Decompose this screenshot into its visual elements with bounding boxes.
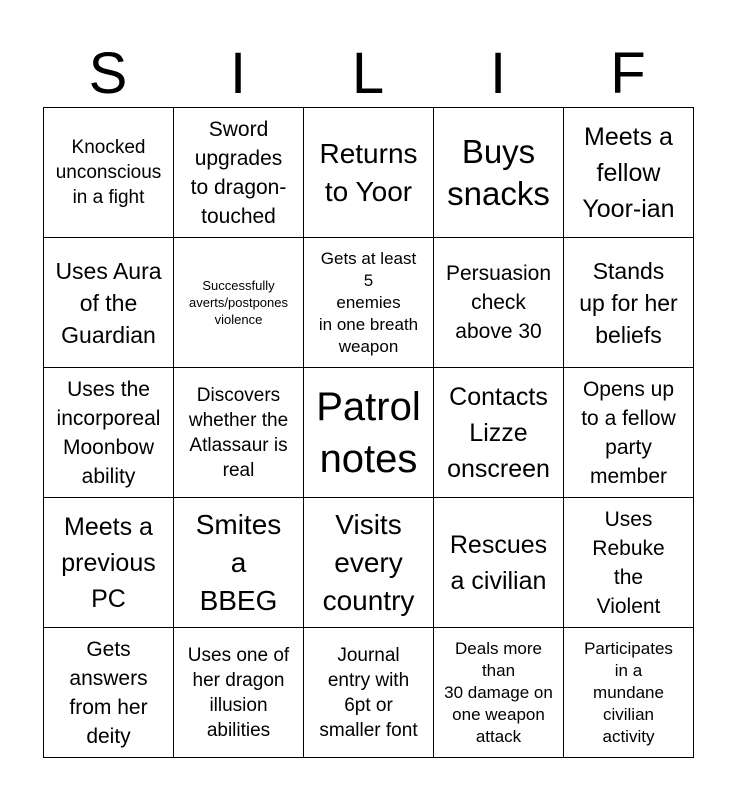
bingo-cell[interactable]	[174, 368, 304, 498]
cell-text: Discovers whether the Atlassaur is real	[188, 384, 289, 481]
cell-text: Uses Aura of the Guardian	[55, 257, 162, 348]
cell-text: Persuasion check above 30	[445, 262, 552, 343]
bingo-cell[interactable]	[564, 108, 694, 238]
bingo-cell[interactable]	[564, 628, 694, 758]
bingo-cell[interactable]	[304, 628, 434, 758]
header-letter-f: F	[610, 41, 646, 106]
bingo-cell[interactable]	[434, 368, 564, 498]
bingo-cell[interactable]	[434, 498, 564, 628]
cell-text: Meets a fellow Yoor-ian	[582, 122, 675, 223]
cell-text: Stands up for her beliefs	[579, 257, 678, 348]
cell-text: Smites a BBEG	[195, 508, 282, 616]
bingo-cell[interactable]	[564, 368, 694, 498]
cell-text: Visits every country	[322, 508, 415, 616]
cell-text: Buys snacks	[447, 132, 550, 212]
cell-text: Gets answers from her deity	[69, 637, 148, 748]
bingo-cell[interactable]	[174, 628, 304, 758]
cell-text: Participates in a mundane civilian activity	[584, 638, 673, 746]
bingo-cell free-space[interactable]	[304, 368, 434, 498]
bingo-cell[interactable]	[304, 238, 434, 368]
cell-text: Uses Rebuke the Violent	[592, 507, 665, 618]
bingo-cell[interactable]	[44, 238, 174, 368]
cell-text: Knocked unconscious in a fight	[55, 137, 162, 208]
bingo-cell[interactable]	[174, 108, 304, 238]
bingo-cell[interactable]	[304, 108, 434, 238]
bingo-cell[interactable]	[304, 498, 434, 628]
cell-text: Uses one of her dragon illusion abilities	[187, 644, 290, 741]
bingo-cell[interactable]	[44, 498, 174, 628]
header-letter-i-2: I	[489, 41, 507, 106]
cell-text: Uses the incorporeal Moonbow ability	[56, 377, 161, 488]
bingo-cell[interactable]	[174, 498, 304, 628]
cell-text: Meets a previous PC	[61, 512, 156, 613]
cell-text: Returns to Yoor	[319, 137, 418, 207]
bingo-cell[interactable]	[44, 628, 174, 758]
header-letter-i: I	[229, 41, 247, 106]
header-letter-s: S	[88, 41, 128, 106]
bingo-cell[interactable]	[434, 628, 564, 758]
cell-text: Journal entry with 6pt or smaller font	[319, 644, 418, 741]
cell-text: Contacts Lizze onscreen	[447, 382, 550, 483]
cell-text: Sword upgrades to dragon- touched	[190, 117, 287, 228]
bingo-cell[interactable]	[174, 238, 304, 368]
bingo-header	[43, 40, 693, 108]
bingo-cell[interactable]	[434, 238, 564, 368]
cell-text: Deals more than 30 damage on one weapon attack	[444, 638, 553, 746]
cell-text: Rescues a civilian	[449, 530, 548, 595]
bingo-cell[interactable]	[44, 108, 174, 238]
bingo-cell[interactable]	[564, 498, 694, 628]
bingo-cell[interactable]	[44, 368, 174, 498]
cell-text: Patrol notes	[316, 384, 421, 481]
cell-text: Opens up to a fellow party member	[581, 377, 676, 488]
bingo-cell[interactable]	[434, 108, 564, 238]
cell-text: Gets at least 5 enemies in one breath weapon	[318, 248, 419, 356]
bingo-cell[interactable]	[564, 238, 694, 368]
header-letter-l: L	[351, 41, 385, 106]
bingo-board	[43, 107, 694, 758]
cell-text: Successfully averts/postpones violence	[188, 278, 288, 327]
